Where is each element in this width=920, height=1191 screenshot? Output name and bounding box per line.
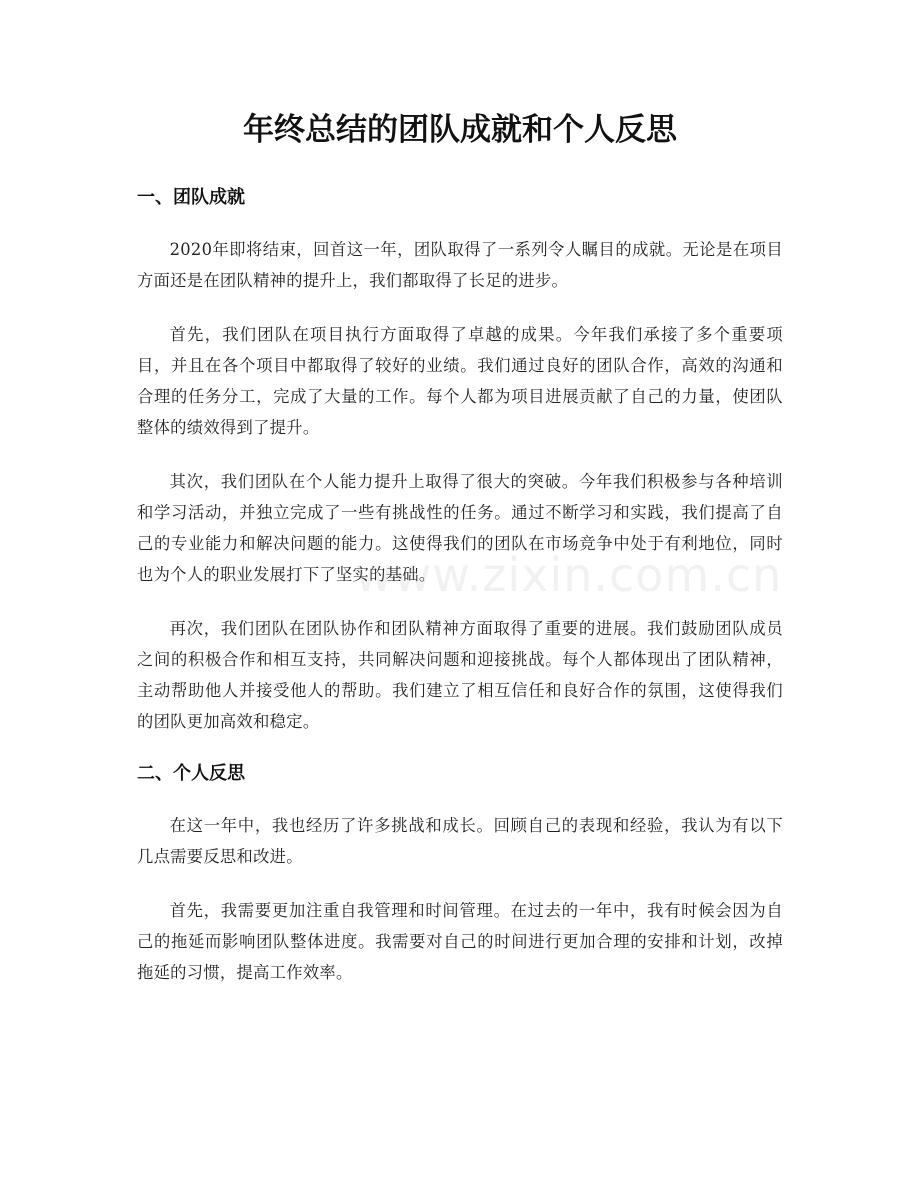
document-title: 年终总结的团队成就和个人反思	[243, 112, 677, 148]
paragraph: 首先，我需要更加注重自我管理和时间管理。在过去的一年中，我有时候会因为自己的拖延而影响团队整体进度。我需要对自己的时间进行更加合理的安排和计划，改掉拖延的习惯，提高工作效率。	[137, 901, 783, 982]
paragraph: 首先，我们团队在项目执行方面取得了卓越的成果。今年我们承接了多个重要项目，并且在各个项目中都取得了较好的业绩。我们通过良好的团队合作，高效的沟通和合理的任务分工，完成了大量的工作。每个人都为项目进展贡献了自己的力量，使团队整体的绩效得到了提升。	[137, 325, 783, 437]
paragraph: 2020年即将结束，回首这一年，团队取得了一系列令人瞩目的成就。无论是在项目方面还是在团队精神的提升上，我们都取得了长足的进步。	[137, 240, 783, 290]
watermark: www.zixin.com.cn	[355, 548, 783, 602]
paragraph: 在这一年中，我也经历了许多挑战和成长。回顾自己的表现和经验，我认为有以下几点需要反思和改进。	[137, 816, 783, 866]
section-heading: 二、个人反思	[137, 763, 245, 784]
paragraph: 其次，我们团队在个人能力提升上取得了很大的突破。今年我们积极参与各种培训和学习活动，并独立完成了一些有挑战性的任务。通过不断学习和实践，我们提高了自己的专业能力和解决问题的能力。这使得我们的团队在市场竞争中处于有利地位，同时也为个人的职业发展打下了坚实的基础。	[137, 472, 783, 584]
section-heading: 一、团队成就	[137, 187, 245, 208]
section-personal-reflection	[137, 761, 783, 988]
paragraph: 再次，我们团队在团队协作和团队精神方面取得了重要的进展。我们鼓励团队成员之间的积极合作和相互支持，共同解决问题和迎接挑战。每个人都体现出了团队精神，主动帮助他人并接受他人的帮助。我们建立了相互信任和良好合作的氛围，这使得我们的团队更加高效和稳定。	[137, 619, 783, 731]
section-team-achievements	[137, 185, 783, 737]
